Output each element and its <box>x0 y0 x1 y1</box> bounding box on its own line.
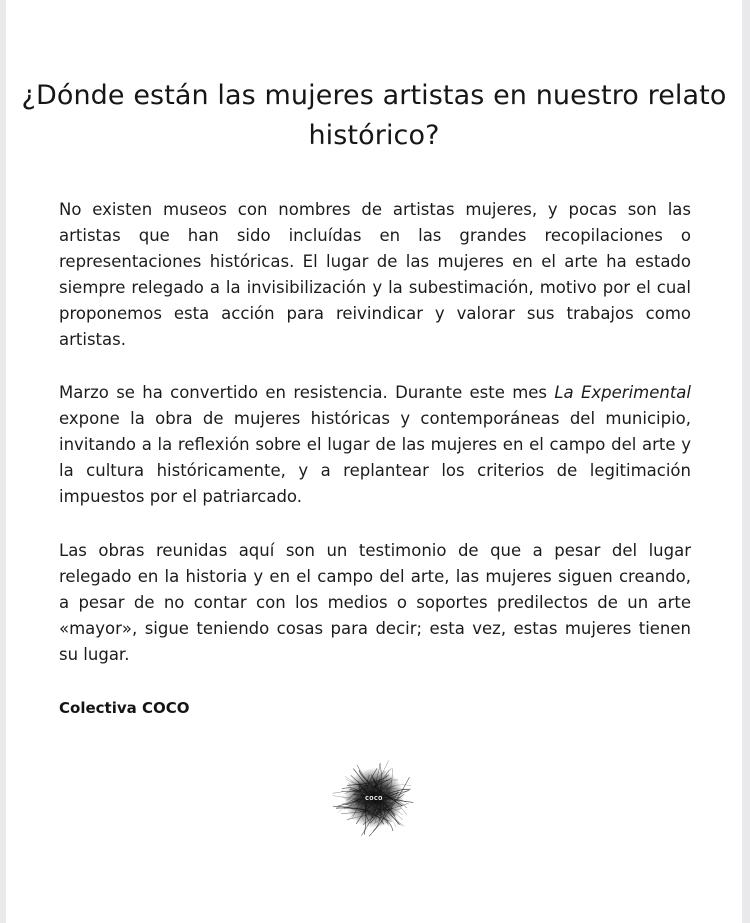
signature: Colectiva COCO <box>59 699 190 717</box>
page-title: ¿Dónde están las mujeres artistas en nuestro relato histórico? <box>21 80 727 151</box>
paragraph-1: No existen museos con nombres de artistas mujeres, y pocas son las artistas que han sido incluídas en las grandes recopilaciones o representaciones históricas. El lugar de las mujeres en el arte ha estado siempre relegado a la invisibilización y la subestimación, motivo por el cual proponemos esta acción para reivindicar y valorar sus trabajos como artistas. <box>59 200 691 349</box>
document-page <box>6 0 742 923</box>
scribble-logo-icon <box>328 752 420 844</box>
paragraph-3: Las obras reunidas aquí son un testimonio de que a pesar del lugar relegado en la historia y en el campo del arte, las mujeres siguen creando, a pesar de no contar con los medios o soportes predilectos de un arte «mayor», sigue teniendo cosas para decir; esta vez, estas mujeres tienen su lugar. <box>59 541 691 664</box>
logo-label: COCO <box>365 795 383 802</box>
venue-name: La Experimental <box>554 383 692 402</box>
logo-graphic <box>328 752 420 844</box>
paragraph-2 <box>59 380 691 510</box>
paragraph-2-rest: expone la obra de mujeres históricas y contemporáneas del municipio, invitando a la reflexión sobre el lugar de las mujeres en el campo del arte y la cultura históricamente, y a replantear los criterios de legitimación impuestos por el patriarcado. <box>59 409 691 506</box>
paragraph-2-intro: Marzo se ha convertido en resistencia. Durante este mes <box>59 383 555 402</box>
